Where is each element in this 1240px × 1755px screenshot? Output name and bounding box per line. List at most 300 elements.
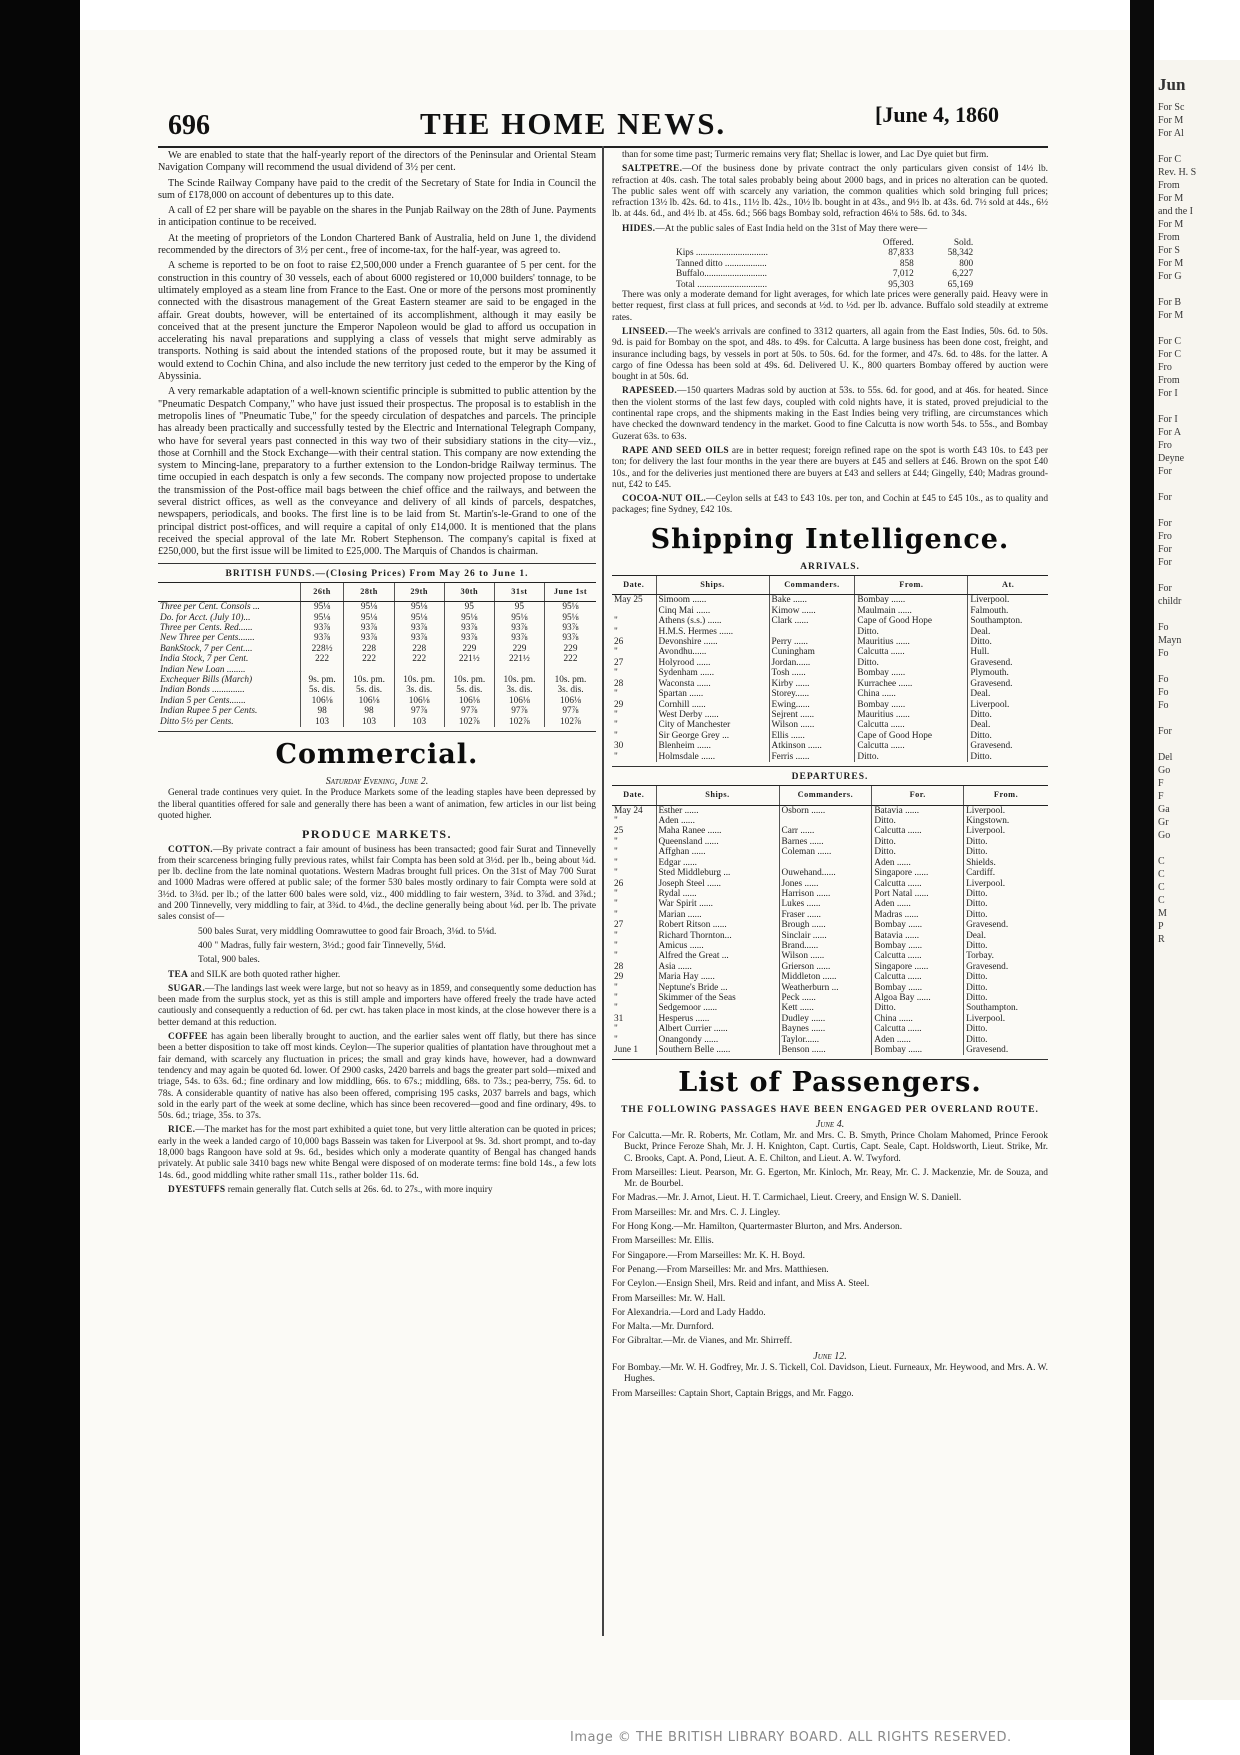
table-cell: Ditto. — [964, 993, 1048, 1003]
table-cell: China ...... — [855, 689, 968, 699]
table-cell: June 1 — [614, 1045, 639, 1055]
table-row — [612, 647, 1048, 657]
shipping-intelligence-heading: Shipping Intelligence. — [650, 523, 1010, 555]
table-cell: Bombay ...... — [855, 595, 968, 606]
table-cell: 222 — [300, 654, 344, 664]
table-cell: Aden ...... — [872, 899, 964, 909]
adjacent-page-line — [1154, 400, 1240, 413]
table-cell: Ditto. — [968, 752, 1048, 762]
adjacent-page-line: For — [1158, 518, 1172, 529]
table-cell: 222 — [544, 654, 596, 664]
table-cell: Algoa Bay ...... — [872, 993, 964, 1003]
table-cell: 65,169 — [947, 279, 974, 290]
table-cell: Richard Thornton... — [656, 931, 779, 941]
linseed-text: —The week's arrivals are confined to 3312 quarters, all again from the East Indies, 50s. 6d. to 50s. 9d. is paid for Bombay on the spot, and 48s. to 49s. for Calcutta. A large business has been done cost, freight, and insurance including bags, by vessels in port at 50s. to 50s. 6d. for the former, and 47s. 6d. to 48s. for the latter. A cargo of fine Odessa has been sold at 49s. 6d. Delivered U. K., 800 quarters Bombay offered by auction were bought in at 50s. 6d. — [612, 327, 1048, 383]
adjacent-page-line: M — [1158, 908, 1167, 919]
table-cell: Avondhu...... — [656, 647, 769, 657]
table-cell: Osborn ...... — [779, 805, 872, 816]
column-header: Sold. — [953, 238, 974, 249]
table-cell: Ditto. — [872, 816, 964, 826]
table-cell: 93⅞ — [544, 623, 596, 633]
table-cell: Gravesend. — [964, 962, 1048, 972]
table-cell — [494, 665, 544, 675]
table-cell: Shields. — [964, 858, 1048, 868]
table-cell: Carr ...... — [779, 826, 872, 836]
table-cell: " — [614, 751, 618, 762]
table-cell: Athens (s.s.) ...... — [656, 616, 769, 626]
table-cell: 93⅞ — [344, 633, 394, 643]
adjacent-page-line: For I — [1158, 414, 1178, 425]
table-cell: Buffalo........................... — [676, 269, 767, 280]
table-cell: Falmouth. — [968, 606, 1048, 616]
table-cell: " — [614, 951, 618, 962]
table-cell: Gravesend. — [968, 658, 1048, 668]
turmeric-continuation: than for some time past; Turmeric remains very flat; Shellac is lower, and Lac Dye quiet but firm. — [622, 150, 989, 160]
rape-oils-text: are in better request; foreign refined rape on the spot is worth £43 10s. to £43 per ton; for delivery the last four months in the year there are buyers at £45 and sellers at £46. Brown on the spot £40 10s., and for the deliveries just mentioned there are buyers at £43 and sellers at £44; Gingelly, £40; Madras ground-nut, £42 to £45. — [612, 445, 1048, 490]
table-cell: " — [614, 668, 618, 679]
table-cell: 106⅛ — [494, 696, 544, 706]
table-header-row — [612, 786, 1048, 805]
table-row — [612, 868, 1048, 878]
adjacent-page-line: Go — [1158, 830, 1171, 841]
adjacent-page-line: From — [1158, 375, 1180, 386]
table-cell: Three per Cents. Red...... — [160, 623, 253, 634]
dyestuffs-text: remain generally flat. Cutch sells at 26s. 6d. to 27s., with more inquiry — [225, 1184, 493, 1195]
table-cell: Maulmain ...... — [855, 606, 968, 616]
table-cell: 102⅞ — [494, 717, 544, 727]
cotton-line-madras: 400 " Madras, fully fair western, 3½d.; good fair Tinnevelly, 5⅛d. — [198, 940, 446, 951]
table-cell: 93⅞ — [444, 623, 494, 633]
table-cell: Dudley ...... — [779, 1014, 872, 1024]
rapeseed-keyword: RAPESEED. — [622, 386, 678, 397]
table-cell: Liverpool. — [964, 1014, 1048, 1024]
table-cell: Ditto. — [872, 1003, 964, 1013]
table-cell: Fraser ...... — [779, 910, 872, 920]
table-cell: Indian 5 per Cents....... — [160, 695, 246, 706]
table-cell: Indian Rupee 5 per Cents. — [160, 706, 258, 717]
table-cell: 106⅛ — [344, 696, 394, 706]
passengers-date-june-12: June 12. — [813, 1350, 847, 1362]
table-body — [612, 805, 1048, 1055]
column-header: Commanders. — [779, 786, 872, 805]
table-header-row — [158, 582, 596, 601]
adjacent-page-line: Mayn — [1158, 635, 1182, 646]
table-cell: 222 — [344, 654, 394, 664]
sugar-report — [158, 984, 596, 1029]
cocoanut-oil-report — [612, 494, 1048, 517]
adjacent-page-line: C — [1158, 895, 1165, 906]
table-cell: Ditto. — [872, 837, 964, 847]
table-cell: Total .............................. — [676, 279, 768, 290]
table-row — [612, 595, 1048, 606]
table-row — [612, 720, 1048, 730]
table-cell: Hull. — [968, 647, 1048, 657]
column-header: Offered. — [882, 238, 914, 249]
table-cell: 28 — [614, 961, 624, 972]
table-cell: Spartan ...... — [656, 689, 769, 699]
passenger-entry: For Malta.—Mr. Durnford. — [612, 1322, 714, 1333]
departures-heading: DEPARTURES. — [791, 771, 869, 782]
table-cell: " — [614, 857, 618, 868]
table-cell: Taylor...... — [779, 1035, 872, 1045]
table-cell: " — [614, 689, 618, 700]
rice-keyword: RICE. — [168, 1125, 196, 1136]
table-cell: Calcutta ...... — [872, 972, 964, 982]
table-row — [612, 816, 1048, 826]
column-header: At. — [968, 576, 1048, 595]
table-cell: Skimmer of the Seas — [656, 993, 779, 1003]
table-cell: 95⅛ — [344, 613, 394, 623]
adjacent-page-line: Fro — [1158, 531, 1172, 542]
rape-oils-report — [612, 446, 1048, 491]
table-cell: Cuningham — [769, 647, 855, 657]
table-row — [612, 962, 1048, 972]
table-row — [612, 983, 1048, 993]
table-cell: 93⅞ — [494, 633, 544, 643]
table-cell: Liverpool. — [968, 700, 1048, 710]
table-cell: 93⅞ — [300, 623, 344, 633]
adjacent-page-line: From — [1158, 180, 1180, 191]
adjacent-page-line: and the I — [1158, 206, 1193, 217]
table-cell: Bombay ...... — [855, 668, 968, 678]
table-row — [612, 858, 1048, 868]
passenger-entry: For Singapore.—From Marseilles: Mr. K. H. Boyd. — [612, 1250, 805, 1261]
table-cell: 3s. dis. — [394, 685, 444, 695]
table-cell: 25 — [614, 826, 624, 837]
table-cell: Ditto. — [964, 972, 1048, 982]
table-cell: Sydenham ...... — [656, 668, 769, 678]
adjacent-page-line: For — [1158, 492, 1172, 503]
table-cell: Indian Bonds .............. — [160, 685, 245, 696]
column-header: 28th — [344, 582, 394, 601]
column-header: 26th — [300, 582, 344, 601]
table-row — [612, 1035, 1048, 1045]
table-cell: Calcutta ...... — [855, 741, 968, 751]
table-cell: Bombay ...... — [855, 700, 968, 710]
table-cell: 228 — [394, 644, 444, 654]
column-header: Ships. — [656, 576, 769, 595]
adjacent-page-line — [1154, 660, 1240, 673]
passenger-entry: For Gibraltar.—Mr. de Vianes, and Mr. Shirreff. — [612, 1336, 793, 1347]
table-cell: Ditto. — [964, 889, 1048, 899]
tea-keyword: TEA — [168, 969, 189, 980]
column-header: Commanders. — [769, 576, 855, 595]
section-rule — [612, 1059, 1048, 1060]
table-cell: 221½ — [444, 654, 494, 664]
table-cell: Kingstown. — [964, 816, 1048, 826]
table-cell: Kimow ...... — [769, 606, 855, 616]
table-cell: New Three per Cents....... — [160, 633, 255, 644]
table-row — [672, 280, 977, 290]
table-cell: Marian ...... — [656, 910, 779, 920]
table-cell: Ditto. — [964, 1024, 1048, 1034]
table-cell: 95⅛ — [394, 613, 444, 623]
table-cell: " — [614, 1003, 618, 1014]
table-cell: Ditto. — [964, 899, 1048, 909]
passenger-entry: For Bombay.—Mr. W. H. Godfrey, Mr. J. S. Tickell, Col. Davidson, Lieut. Furneaux, Mr. Heywood, and Mrs. A. W. Hughes. — [612, 1363, 1048, 1385]
adjacent-page-line: C — [1158, 869, 1165, 880]
table-cell: Maha Ranee ...... — [656, 826, 779, 836]
column-header — [158, 582, 300, 601]
adjacent-page-line: F — [1158, 791, 1164, 802]
table-cell: Ditto. — [964, 837, 1048, 847]
table-cell: 95⅛ — [300, 613, 344, 623]
table-cell: 93⅞ — [394, 633, 444, 643]
table-cell: Bombay ...... — [872, 941, 964, 951]
table-row — [612, 616, 1048, 626]
table-cell: 27 — [614, 657, 624, 668]
table-header-row — [612, 576, 1048, 595]
table-cell: Exchequer Bills (March) — [160, 675, 253, 686]
table-cell: Ouwehand...... — [779, 868, 872, 878]
table-cell: 95⅛ — [494, 613, 544, 623]
adjacent-page-line: Fo — [1158, 648, 1169, 659]
table-row — [612, 889, 1048, 899]
arrivals-table — [612, 575, 1048, 762]
adjacent-page-line: For M — [1158, 115, 1184, 126]
table-cell: 29 — [614, 972, 624, 983]
table-row — [672, 259, 977, 269]
table-cell: " — [614, 720, 618, 731]
table-cell: Southampton. — [964, 1003, 1048, 1013]
adjacent-page-line: For — [1158, 583, 1172, 594]
table-cell: 5s. dis. — [300, 685, 344, 695]
saltpetre-report — [612, 164, 1048, 220]
adjacent-page-line: For Al — [1158, 128, 1184, 139]
table-cell: " — [614, 730, 618, 741]
table-cell: Sted Middleburg ... — [656, 868, 779, 878]
right-column — [612, 150, 1048, 1403]
table-cell: 93⅞ — [444, 633, 494, 643]
hides-keyword: HIDES. — [622, 223, 656, 234]
rape-oils-keyword: RAPE AND SEED OILS — [622, 445, 729, 456]
table-cell: 95⅛ — [344, 602, 394, 613]
table-cell: 9s. pm. — [300, 675, 344, 685]
table-row — [612, 627, 1048, 637]
adjacent-page-line — [1154, 504, 1240, 517]
table-row — [612, 710, 1048, 720]
table-row — [612, 951, 1048, 961]
table-cell: 58,342 — [947, 248, 974, 259]
table-cell: Peck ...... — [779, 993, 872, 1003]
adjacent-page-line: For — [1158, 466, 1172, 477]
cocoanut-oil-keyword: COCOA-NUT OIL. — [622, 494, 707, 505]
table-cell: 29 — [614, 699, 624, 710]
linseed-keyword: LINSEED. — [622, 327, 668, 337]
table-cell: Calcutta ...... — [855, 647, 968, 657]
table-cell — [444, 665, 494, 675]
table-cell: 28 — [614, 678, 624, 689]
table-cell: " — [614, 816, 618, 827]
column-rule — [602, 146, 604, 1636]
adjacent-page-line: Fo — [1158, 700, 1169, 711]
table-cell: Deal. — [968, 627, 1048, 637]
table-cell: Sir George Grey ... — [656, 731, 769, 741]
table-cell: Calcutta ...... — [872, 1024, 964, 1034]
table-cell: 93⅞ — [394, 623, 444, 633]
linseed-report — [612, 327, 1048, 383]
table-cell: 26 — [614, 637, 624, 648]
adjacent-page-line: Fro — [1158, 440, 1172, 451]
table-cell: Southampton. — [968, 616, 1048, 626]
table-cell: Ditto. — [855, 658, 968, 668]
table-row — [612, 910, 1048, 920]
table-cell: 103 — [300, 717, 344, 727]
column-header: June 1st — [544, 582, 596, 601]
table-cell — [769, 627, 855, 637]
commercial-intro: General trade continues very quiet. In the Produce Markets some of the leading staples have been depressed by the liberal quantities offered for sale and generally there has been a want of animation, few articles in our list being quoted higher. — [158, 788, 596, 821]
table-cell: Sejrent ...... — [769, 710, 855, 720]
issue-date: [June 4, 1860 — [875, 102, 1000, 127]
table-cell: Atkinson ...... — [769, 741, 855, 751]
column-header: From. — [855, 576, 968, 595]
table-cell: Albert Currier ...... — [656, 1024, 779, 1034]
adjacent-page-line: Rev. H. S — [1158, 167, 1197, 178]
table-cell: Bombay ...... — [872, 1045, 964, 1055]
passenger-entry: For Calcutta.—Mr. R. Roberts, Mr. Cotlam, Mr. and Mrs. C. B. Smyth, Prince Cholam Mahomed, Prince Ferook Buckt, Prince Feroze Shah, Mr. J. H. Knighton, Capt. Curtis, Capt. Seale, Capt. Holdsworth, Lieut. Strike, Mr. C. Brooks, Capt. A. Pond, Lieut. A. E. Chilton, and Lieut. A. W. Twyford. — [612, 1131, 1048, 1164]
table-cell: Ditto. — [964, 941, 1048, 951]
table-row — [612, 606, 1048, 616]
departures-table — [612, 785, 1048, 1055]
adjacent-page-line: Gr — [1158, 817, 1169, 828]
table-cell: Simoom ...... — [656, 595, 769, 606]
rice-text: —The market has for the most part exhibited a quiet tone, but very little alteration can be quoted in prices; early in the week a landed cargo of 10,000 bags Bassein was taken for Liverpool at 9s. 3d. short prompt, and to-day 18,000 bags Rangoon have sold at 9s. 6d., besides which only a moderate quantity of Bengal has changed hands privately. At public sale 3410 bags new white Bengal were disposed of on moderate terms: fine bold 14s., a few lots 14s. 6d., good middling white rather small 11s., rather bolder 11s. 6d. — [158, 1125, 596, 1181]
table-cell: Holyrood ...... — [656, 658, 769, 668]
adjacent-page-line: For — [1158, 544, 1172, 555]
table-cell: War Spirit ...... — [656, 899, 779, 909]
table-row — [612, 752, 1048, 762]
passenger-entry: For Ceylon.—Ensign Sheil, Mrs. Reid and infant, and Miss A. Steel. — [612, 1279, 870, 1290]
table-row — [158, 717, 596, 727]
table-cell: 95 — [444, 602, 494, 613]
table-cell: Gravesend. — [964, 1045, 1048, 1055]
table-cell: " — [614, 992, 618, 1003]
table-row — [158, 613, 596, 623]
newspaper-masthead: THE HOME NEWS. — [420, 106, 727, 141]
table-row — [612, 972, 1048, 982]
column-header: 30th — [444, 582, 494, 601]
table-cell: Kips ............................... — [676, 248, 768, 259]
table-row — [612, 658, 1048, 668]
saltpetre-keyword: SALTPETRE. — [622, 164, 683, 175]
table-cell: Ditto. — [855, 752, 968, 762]
table-cell: Coleman ...... — [779, 847, 872, 857]
table-cell: Mauritius ...... — [855, 637, 968, 647]
table-cell: Weatherburn ... — [779, 983, 872, 993]
table-cell: 221½ — [494, 654, 544, 664]
table-cell: Singapore ...... — [872, 868, 964, 878]
dyestuffs-report — [158, 1185, 596, 1196]
section-rule — [612, 766, 1048, 767]
table-row — [158, 685, 596, 695]
table-cell: 95⅛ — [300, 602, 344, 613]
table-cell: Waconsta ...... — [656, 679, 769, 689]
table-cell — [344, 665, 394, 675]
table-cell: Blenheim ...... — [656, 741, 769, 751]
adjacent-page-line: For A — [1158, 427, 1182, 438]
table-cell: Joseph Steel ...... — [656, 879, 779, 889]
table-row — [612, 741, 1048, 751]
adjacent-page-line: For C — [1158, 336, 1182, 347]
adjacent-page-line: From — [1158, 232, 1180, 243]
table-cell: Edgar ...... — [656, 858, 779, 868]
table-cell: Holmsdale ...... — [656, 752, 769, 762]
table-cell: 95⅛ — [544, 602, 596, 613]
table-row — [158, 675, 596, 685]
table-row — [158, 654, 596, 664]
table-cell: 10s. pm. — [494, 675, 544, 685]
table-cell: Port Natal ...... — [872, 889, 964, 899]
passenger-entry: From Marseilles: Captain Short, Captain Briggs, and Mr. Faggo. — [612, 1388, 854, 1399]
adjacent-page-line — [1154, 283, 1240, 296]
table-cell: 3s. dis. — [494, 685, 544, 695]
adjacent-page-line: For G — [1158, 271, 1182, 282]
table-cell: 27 — [614, 920, 624, 931]
cotton-keyword: COTTON. — [168, 844, 213, 855]
table-cell: Onangondy ...... — [656, 1035, 779, 1045]
table-cell: Calcutta ...... — [872, 879, 964, 889]
column-header — [672, 238, 849, 248]
table-row — [612, 993, 1048, 1003]
table-cell: Ditto. — [968, 710, 1048, 720]
adjacent-page-line: For I — [1158, 388, 1178, 399]
table-cell: May 24 — [614, 805, 643, 816]
table-cell: 93⅞ — [300, 633, 344, 643]
table-cell: Aden ...... — [872, 858, 964, 868]
table-cell — [394, 665, 444, 675]
table-cell: 103 — [344, 717, 394, 727]
table-row — [612, 1024, 1048, 1034]
table-cell: 106⅛ — [544, 696, 596, 706]
table-cell: " — [614, 868, 618, 879]
table-cell: 95 — [494, 602, 544, 613]
table-cell: Storey...... — [769, 689, 855, 699]
table-cell: 102⅞ — [544, 717, 596, 727]
table-cell: " — [614, 847, 618, 858]
coffee-report — [158, 1032, 596, 1122]
coffee-keyword: COFFEE — [168, 1032, 208, 1043]
table-cell: " — [614, 836, 618, 847]
table-row — [612, 826, 1048, 836]
adjacent-page-line: For S — [1158, 245, 1180, 256]
table-cell: Cape of Good Hope — [855, 731, 968, 741]
table-cell: Bombay ...... — [872, 920, 964, 930]
copyright-notice: Image © THE BRITISH LIBRARY BOARD. ALL RIGHTS RESERVED. — [570, 1730, 1012, 1745]
table-cell: Kurrachee ...... — [855, 679, 968, 689]
passengers-heading: List of Passengers. — [678, 1067, 982, 1099]
adjacent-page-line: R — [1158, 934, 1165, 945]
adjacent-page-line: Del — [1158, 752, 1173, 763]
table-cell: Mauritius ...... — [855, 710, 968, 720]
table-cell: Three per Cent. Consols ... — [160, 602, 260, 613]
article-french-steam-line: A scheme is reported to be on foot to raise £2,500,000 under a French guarantee of 5 per cent. for the construction in this country of 30 vessels, each of about 6000 registered or 10,000 builders' tonnage, to be ultimately employed as a steam line from France to the East. One or more of the persons most prominently connected with the disastrous management of the Great Eastern steamer are said to be engaged in the affair. Great doubts, however, will be entertained of its accomplishment, although it may easily be conceived that at the present juncture the Emperor Napoleon would be glad to afford us occupation in accelerating his naval preparations and supplying a class of vessels that might serve admirably as transports. Nothing is said about the intended stations of the proposed route, but it may be assumed it would extend to Cochin China, and also include the new territory just ceded to the emperor by the King of Abyssinia. — [158, 260, 596, 383]
section-rule — [158, 563, 596, 564]
table-cell: Asia ...... — [656, 962, 779, 972]
table-cell: " — [614, 1024, 618, 1035]
table-row — [672, 248, 977, 258]
column-header: 29th — [394, 582, 444, 601]
article-pneumatic-despatch: A very remarkable adaptation of a well-known scientific principle is submitted to public attention by the "Pneumatic Despatch Company," who have just issued their prospectus. The proposal is to establish in the metropolis lines of "Pneumatic Tube," for the speedy circulation of despatches and parcels. The principle has already been practically and successfully tested by the Electric and International Telegraph Company, who have for several years past connected in this way two of their subsidiary stations in the city—viz., those at Cornhill and the Stock Exchange—with their central station. This company are now extending the system to Mincing-lane, preparatory to a further extension to the London-bridge Railway terminus. The time occupied in each despatch is only a few seconds. The company now projected propose to undertake the transmission of the Post-office mail bags between the chief office and the railways, and between the several district offices, as well as the conveyance and delivery of all kinds of parcels, despatches, newspapers, periodicals, and books. The first line is to be laid from St. Martin's-le-Grand to one of the principal district post-offices, and will require a capital of only £14,000. It is mentioned that the plans received the special approval of the late Mr. Robert Stephenson. The company's capital is fixed at £250,000, but the first issue will be limited to £25,000. The Marquis of Chandos is chairman. — [158, 386, 596, 558]
adjacent-page-line: For M — [1158, 219, 1184, 230]
table-cell: Perry ...... — [769, 637, 855, 647]
adjacent-page-line: C — [1158, 882, 1165, 893]
table-cell: Ditto 5½ per Cents. — [160, 716, 234, 727]
table-cell: 10s. pm. — [444, 675, 494, 685]
table-cell: Aden ...... — [872, 1035, 964, 1045]
adjacent-page-line: Go — [1158, 765, 1171, 776]
table-cell: Deal. — [968, 689, 1048, 699]
table-cell: Neptune's Bride ... — [656, 983, 779, 993]
